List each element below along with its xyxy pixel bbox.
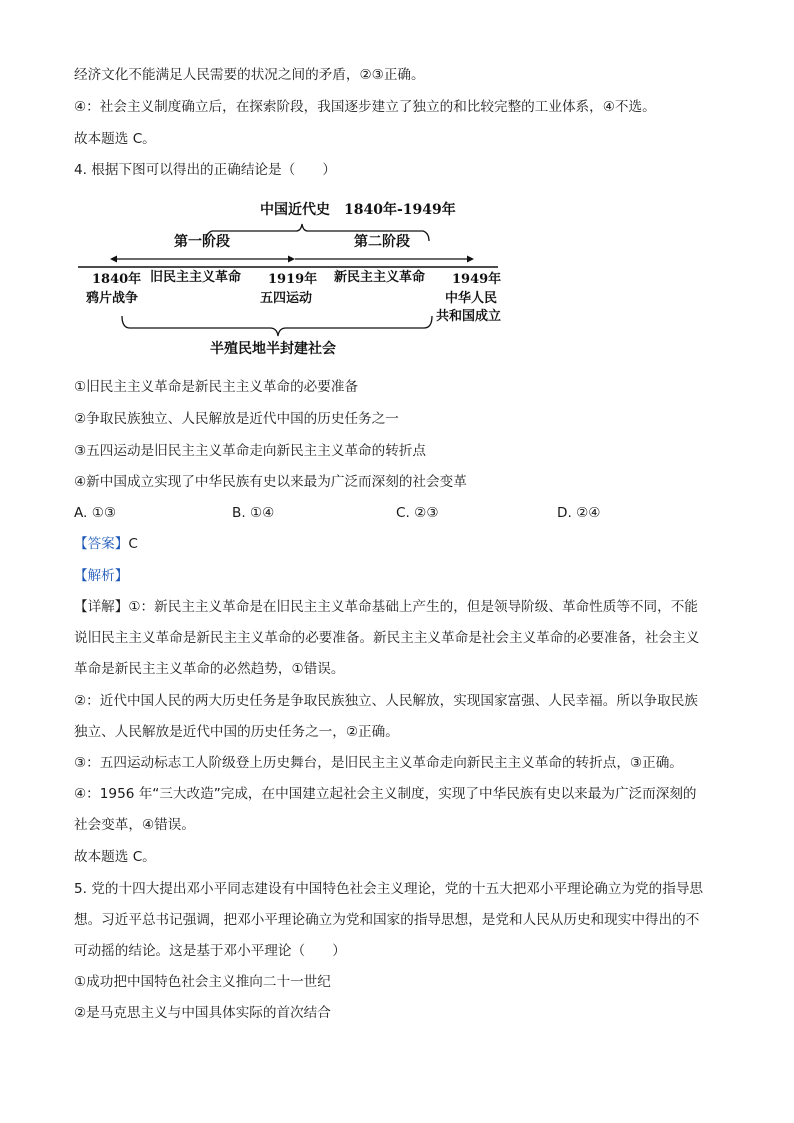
- text-line: ③：五四运动标志工人阶级登上历史舞台，是旧民主主义革命走向新民主主义革命的转折点，③正确。: [74, 755, 683, 771]
- text-line: 想。习近平总书记强调，把邓小平理论确立为党和国家的指导思想，是党和人民从历史和现实中得出的不: [74, 912, 700, 928]
- option-c: C. ②③: [396, 505, 439, 521]
- text-line: 说旧民主主义革命是新民主主义革命的必要准备。新民主主义革命是社会主义革命的必要准备，社会主义: [74, 630, 700, 646]
- stage-2-label: 第二阶段: [354, 234, 410, 250]
- answer-tag: 【答案】: [74, 536, 129, 552]
- statement-1: ①旧民主主义革命是新民主主义革命的必要准备: [74, 379, 359, 395]
- arrow-head: [288, 256, 295, 263]
- statement-2: ②争取民族独立、人民解放是近代中国的历史任务之一: [74, 411, 399, 427]
- year-1949: 1949年: [452, 272, 502, 287]
- prc-label-line-2: 共和国成立: [436, 309, 502, 324]
- year-1840: 1840年: [92, 272, 142, 287]
- semi-colonial-label: 半殖民地半封建社会: [210, 341, 336, 357]
- detail-line: [74, 598, 698, 616]
- prc-label-line-1: 中华人民: [445, 291, 498, 306]
- text-line: ④：社会主义制度确立后，在探索阶段，我国逐步建立了独立的和比较完整的工业体系，④不选。: [74, 99, 656, 115]
- opium-war-label: 鸦片战争: [86, 291, 139, 306]
- question-4-stem: 4. 根据下图可以得出的正确结论是（ ）: [74, 162, 336, 178]
- question-5-stem: 5. 党的十四大提出邓小平同志建设有中国特色社会主义理论，党的十五大把邓小平理论确立为党的指导思: [74, 881, 704, 897]
- statement-2: ②是马克思主义与中国具体实际的首次结合: [74, 1005, 331, 1021]
- analysis-tag: 【解析】: [74, 568, 129, 584]
- year-1919: 1919年: [268, 272, 318, 287]
- text-line: 革命是新民主主义革命的必然趋势，①错误。: [74, 661, 345, 677]
- text-line: 可动摇的结论。这是基于邓小平理论（ ）: [74, 943, 346, 959]
- history-timeline-diagram: [70, 195, 520, 365]
- statement-1: ①成功把中国特色社会主义推向二十一世纪: [74, 974, 331, 990]
- text-line: ④：1956 年“三大改造”完成，在中国建立起社会主义制度，实现了中华民族有史以来最为广泛而深刻的: [74, 786, 697, 802]
- new-revolution-label: 新民主主义革命: [334, 270, 426, 285]
- detail-tag: 【详解】: [74, 599, 129, 615]
- diagram-title: 中国近代史 1840年-1949年: [260, 202, 456, 218]
- may-fourth-label: 五四运动: [260, 291, 313, 306]
- text-line: 故本题选 C。: [74, 849, 156, 865]
- text-line: 经济文化不能满足人民需要的状况之间的矛盾，②③正确。: [74, 67, 425, 83]
- answer-line: [74, 535, 138, 553]
- text-line: ②：近代中国人民的两大历史任务是争取民族独立、人民解放，实现国家富强、人民幸福。所以争取民族: [74, 693, 698, 709]
- text-line: 社会变革，④错误。: [74, 817, 195, 833]
- arrow-head: [467, 256, 474, 263]
- option-a: A. ①③: [74, 505, 117, 521]
- option-d: D. ②④: [557, 505, 601, 521]
- stage-1-label: 第一阶段: [174, 234, 230, 250]
- detail-text: ①：新民主主义革命是在旧民主主义革命基础上产生的，但是领导阶级、革命性质等不同，不能: [128, 599, 698, 615]
- statement-4: ④新中国成立实现了中华民族有史以来最为广泛而深刻的社会变革: [74, 474, 467, 490]
- old-revolution-label: 旧民主主义革命: [150, 270, 242, 285]
- lower-brace: [122, 316, 432, 336]
- text-line: 独立、人民解放是近代中国的历史任务之一，②正确。: [74, 724, 399, 740]
- analysis-line: [74, 567, 128, 585]
- arrow-head: [110, 256, 117, 263]
- statement-3: ③五四运动是旧民主主义革命走向新民主主义革命的转折点: [74, 443, 427, 459]
- answer-value: C: [128, 536, 138, 552]
- option-b: B. ①④: [232, 505, 275, 521]
- text-line: 故本题选 C。: [74, 131, 156, 147]
